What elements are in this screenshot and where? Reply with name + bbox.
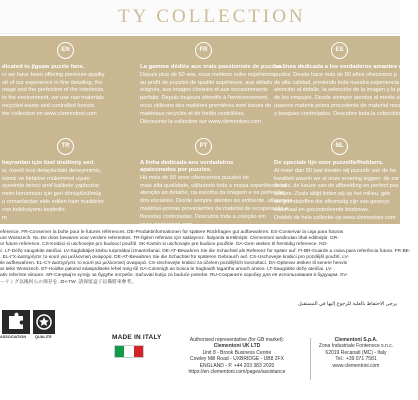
language-panel [0, 36, 418, 228]
puzzle-piece-icon [2, 310, 30, 334]
lang-headline: La gamme dédiée aux vrais passionnés de puzzles. [140, 64, 284, 70]
notice-line: ーリング以後何らの保存を. ZH-TW- 請保留盒子以備將來參考。 [0, 279, 136, 285]
address-line: 62019 Recanati (MC) - Italy [325, 349, 387, 356]
notice-line: ile aufbewahren. EL-CY-Διατηρήστε το κουτί για μελλοντική αναφορά. CS-Uschovejte krabici za účelem pozdějších konzultací. DA-Opbevar æsken til senere henvis [0, 261, 348, 267]
lang-badge: PT [195, 138, 212, 155]
lang-body: Al meer dan 50 jaar bieden wij puzzels van de ho kwaliteit waarin we al onze ervaring leggen: de zor details, de keuze van de afbeelding en perfect pas stukjes. Zoals altijd letten wij op het milieu, geb we grondstoffen die afkomstig zijn van gerecyc materiaal en gecontroleerde bosbouw. [274, 168, 399, 213]
notice-line: or future reference. CS-Krabici si uschovejte pro budoucí použití. SK-Kartón si uschovajte pre budúce použitie. DA-Gem æsken til fremtidig reference. NO- [0, 242, 328, 248]
manufacturer-address [313, 337, 399, 369]
lang-link[interactable]: tter collection on www.clementoni.com [2, 111, 97, 118]
quality-logo-icon [33, 310, 55, 334]
address-line: Cowley Mill Road - UXBRIDGE - UB8 2FX [190, 356, 284, 363]
address-line: Clementoni UK LTD [213, 343, 261, 350]
flag-stripe [134, 346, 143, 357]
uk-representative-address [172, 337, 302, 375]
lang-link[interactable]: m [2, 214, 7, 221]
logo-caption: ASSOCIATION [0, 335, 27, 339]
lang-link[interactable]: Découvrez la collection sur www.clementoni.com [140, 118, 261, 125]
lang-link[interactable]: www.clementoni.com [140, 221, 193, 228]
flag-stripe [115, 346, 124, 357]
lang-link[interactable]: Ontdek de hele collectie op www.clementoni.com [274, 214, 396, 221]
logo-caption: QUALITÉ [35, 335, 52, 339]
address-line: ENGLAND - P. +44 203 383 2020 [199, 362, 275, 369]
collection-title: TY COLLECTION [118, 6, 306, 27]
lang-body: rs we have been offering premium-quality ult of our experience in fine detailing, the mage and the perfection of the interlocks. to the environment, we use raw materials recycled waste and controlled forests. [2, 72, 105, 109]
address-divider [310, 338, 311, 380]
address-line: Tel.: +39 071 7581 [335, 356, 377, 363]
header-band [0, 0, 400, 34]
made-in-label: MADE IN ITALY [112, 334, 162, 341]
italy-flag-icon [114, 345, 144, 358]
notice-line: ativ referinte viitoare. SR-Сачувајте кутију за будуће потребе. Sačuvati kutiju za buduće potrebe. RU-Сохраните коробку для её использования в будущем. SV- [0, 273, 348, 279]
logo-captions [0, 335, 70, 339]
website-link[interactable]: www.clementoni.com [332, 362, 380, 369]
address-line: Zona Industriale Fontenoce s.n.c. [318, 343, 394, 350]
association-logo-icon [2, 310, 30, 334]
lang-block-tr [2, 138, 130, 222]
address-line: Authorised representative (for GB market): [189, 337, 285, 343]
lang-block-fr [140, 42, 284, 126]
lang-body: Há mais de 50 anos oferecemos puzzles de mais alta qualidade, utilizando toda a nossa experiência na atenção ao detalhe, na escolha da imagem e na perfeição dos encaixes. Desde sempre atentos ao ambiente, utilizamos matérias-primas provenientes de material de recuperação e florestas controladas. Descubra toda a coleção em [140, 175, 293, 220]
lang-headline: La línea dedicada a los verdaderos amantes d [274, 64, 403, 70]
star-seal-icon [33, 310, 55, 334]
lang-badge: ES [331, 42, 348, 59]
lang-block-nl [274, 138, 400, 222]
notice-line: ar leiks Wosszech. ET-Hoidke pakend edaspidiseks lehel még tűl GA-Coimnigh an bosca le haghaidh tagartha amach anseo. LT-Saugokite dėžę ateičiai. LV- [0, 267, 333, 273]
notice-line: c. LT-Dėžę saugokite ateičiai. LV-Saglabājiet kārbu turpmākai izmantošanai. DE-AT-Bewahren Sie die Schachtel als Referenz für später auf. FI-BR-Guarde a caixa para referência futura. FR-BE- [0, 248, 411, 254]
lang-body: si, özenli ince detaylardaki deneyimimiz, mimiz ve birbirine mükemmel uyum ayesinde birinci sınıf kalitede yapbozlar renin korunması için geri dönüştürülmüş u ormanlardan elde edilen ham maddeler ının koleksiyonu keşfedin: [2, 168, 104, 213]
lang-headline: dicated to jigsaw puzzle fans. [2, 64, 85, 70]
lang-badge: NL [331, 138, 348, 155]
lang-block-es [274, 42, 418, 118]
lang-block-pt [140, 138, 293, 229]
box-retention-notice [0, 230, 411, 292]
flag-stripe [124, 346, 133, 357]
notice-line: ure Wosszech. NL-De doos bewaren voor verdere referenties. TR-İlgileri referans için saklayınız. İtalyanla üretilmiştir. Clementoni tarafından ithal edilmiştir. GR- [0, 236, 339, 242]
lang-headline: De speciale lijn voor puzzelliefhebbers. [274, 160, 384, 166]
lang-badge: TR [57, 138, 74, 155]
notice-line: . EL-ΓΧ-Διατηρήστε το κουτί για μελλοντική αναφορά. DE-AT-Bewahren Sie die Schachtel für späteren Gebrauch auf. CS-Uschovejte krabici pro pozdější použití. LV- [0, 254, 350, 260]
lang-body: Depuis plus de 50 ans, nous mettons notre expérience au profit de puzzles de qualité supérieure, aux détails soignés, aux images choisies et aux encastrements parfaits. Depuis toujours attentifs à l'environnement, nous utilisons des matières premières sont issues de matériaux recyclés et de forêts contrôlées. [140, 72, 276, 117]
address-line: Clementoni S.p.A. [334, 337, 378, 343]
lang-badge: EN [57, 42, 74, 59]
arabic-notice: يرجى الاحتفاظ بالعلبة للرجوع إليها في المستقبل [298, 301, 397, 307]
lang-badge: FR [195, 42, 212, 59]
lang-headline: hayranları için özel üretilmiş seri. [2, 160, 95, 166]
address-line: Unit 8 - Brook Business Centre [202, 349, 272, 356]
assistance-link[interactable]: https://en.clementoni.com/pages/assistance [188, 369, 286, 376]
lang-block-en [2, 42, 130, 118]
lang-body: puzles. Desde hace más de 50 años ofrecemos p de alta calidad, poniendo toda nuestra experiencia atención al detalle, la selección de la imagen y la perfe de los empujes. Desde siempre atentos al medio ambi usamos materia prima procedente de material recuperad y bosques controlados. Descubre toda la colección en ww [274, 72, 418, 117]
lang-headline: A linha dedicada aos verdadeiros apaixonados por puzzles. [140, 160, 234, 173]
notice-line: eference. FR-Conserver la boîte pour le futures références. DE-Produktinformationen für spätere Rückfragen gut aufbewahren. ES-Conservar la caja para futuras [0, 230, 344, 235]
